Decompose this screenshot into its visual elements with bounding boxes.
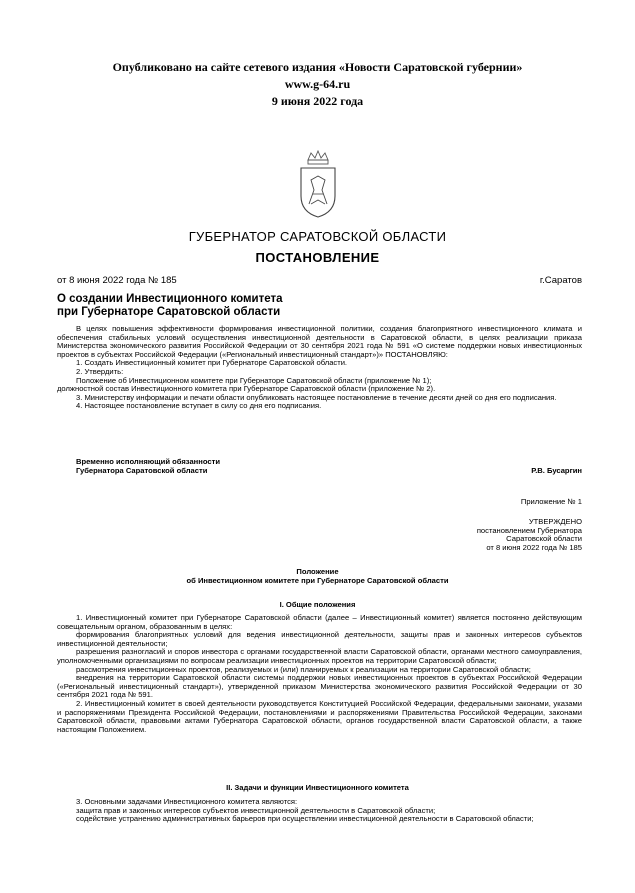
authority-name: ГУБЕРНАТОР САРАТОВСКОЙ ОБЛАСТИ (188, 229, 447, 244)
decree-title-line-2: при Губернаторе Саратовской области (57, 306, 281, 318)
decree-city: г.Саратов (539, 275, 582, 286)
decree-title (57, 293, 357, 319)
approval-line-3: от 8 июня 2022 года № 185 (486, 542, 582, 552)
approval-line-2: Саратовской области (506, 534, 582, 544)
publication-line-1: Опубликовано на сайте сетевого издания «Новости Саратовской губернии» (112, 60, 523, 74)
decree-item: 3. Министерству информации и печати области опубликовать настоящее постановление в течение десяти дней со дня его подписания. (76, 392, 557, 402)
publication-date: 9 июня 2022 года (271, 94, 364, 108)
section-paragraph: внедрения на территории Саратовской области системы поддержки новых инвестиционных проектов в субъектах Российской Федерации («Региональный инвестиционный стандарт»), утвержденной приказом Министерства экономического развития Российской Федерации от 30 сентября 2021 года № 591. (57, 673, 582, 700)
decree-item: 1. Создать Инвестиционный комитет при Губернаторе Саратовской области. (76, 358, 348, 368)
section-2-body (57, 798, 582, 824)
section-1-heading: I. Общие положения (279, 600, 356, 609)
section-paragraph: содействие устранению административных барьеров при осуществлении инвестиционной деятельности в Саратовской области; (76, 814, 534, 824)
publication-website: www.g-64.ru (284, 77, 351, 91)
section-paragraph: формирования благоприятных условий для ведения инвестиционной деятельности, защиты прав и законных интересов субъектов инвестиционной деятельности; (57, 630, 582, 648)
decree-item: Положение об Инвестиционном комитете при Губернаторе Саратовской области (приложение № 1); (76, 375, 432, 385)
section-2-heading: II. Задачи и функции Инвестиционного комитета (226, 783, 409, 792)
decree-body (57, 325, 582, 411)
section-1-body (57, 614, 582, 734)
decree-item: 2. Утвердить: (76, 366, 124, 376)
saratov-coat-of-arms-icon (296, 150, 340, 218)
preamble: В целях повышения эффективности формирования инвестиционной политики, создания благоприятного инвестиционного климата и обеспечения стабильных условий осуществления инвестиционной деятельности в Саратовской области, в целях реализации приказа Министерства экономического развития Российской Федерации от 30 сентября 2021 года № 591 «О системе поддержки новых инвестиционных проектов в субъектах Российской Федерации («Региональный инвестиционный стандарт»)» ПОСТАНОВЛЯЮ: (57, 324, 582, 359)
decree-item: должностной состав Инвестиционного комитета при Губернаторе Саратовской области (приложение № 2). (57, 384, 436, 394)
regulation-subtitle: об Инвестиционном комитете при Губернаторе Саратовской области (186, 576, 449, 585)
section-paragraph: разрешения разногласий и споров инвестора с органами государственной власти Саратовской области, органами местного самоуправления, уполномоченными организациями по вопросам реализации инвестиционных проектов на территории Саратовской области; (57, 647, 582, 665)
signatory-position-line-1: Временно исполняющий обязанности (76, 457, 220, 466)
regulation-title: Положение (296, 567, 339, 576)
appendix-label: Приложение № 1 (520, 497, 582, 506)
signatory-name: Р.В. Бусаргин (531, 465, 582, 475)
document-type: ПОСТАНОВЛЕНИЕ (255, 250, 380, 265)
section-paragraph: рассмотрения инвестиционных проектов, реализуемых и (или) планируемых к реализации на территории Саратовской области; (76, 664, 531, 674)
section-paragraph: 3. Основными задачами Инвестиционного комитета являются: (76, 797, 298, 806)
decree-title-line-1: О создании Инвестиционного комитета (57, 293, 283, 305)
approval-line-1: постановлением Губернатора (476, 525, 582, 535)
section-paragraph: 2. Инвестиционный комитет в своей деятельности руководствуется Конституцией Российской Федерации, федеральными законами, указами и распоряжениями Президента Российской Федерации, постановлениями и распоряжениями Правительства Российской Федерации, законами Саратовской области, правовыми актами Губернатора Саратовской области, органов государственной власти Саратовской области, а также настоящим Положением. (57, 698, 582, 734)
section-paragraph: 1. Инвестиционный комитет при Губернаторе Саратовской области (далее – Инвестиционный комитет) является постоянно действующим совещательным органом, образованным в целях: (57, 613, 582, 631)
decree-item: 4. Настоящее постановление вступает в силу со дня его подписания. (76, 401, 322, 411)
appendix-approval (477, 518, 582, 552)
section-paragraph: защита прав и законных интересов субъектов инвестиционной деятельности в Саратовской области; (76, 805, 436, 815)
signature-block (76, 458, 582, 475)
approved-stamp-text: УТВЕРЖДЕНО (528, 517, 582, 526)
decree-date-number: от 8 июня 2022 года № 185 (57, 275, 177, 286)
signatory-position-line-2: Губернатора Саратовской области (76, 465, 208, 475)
